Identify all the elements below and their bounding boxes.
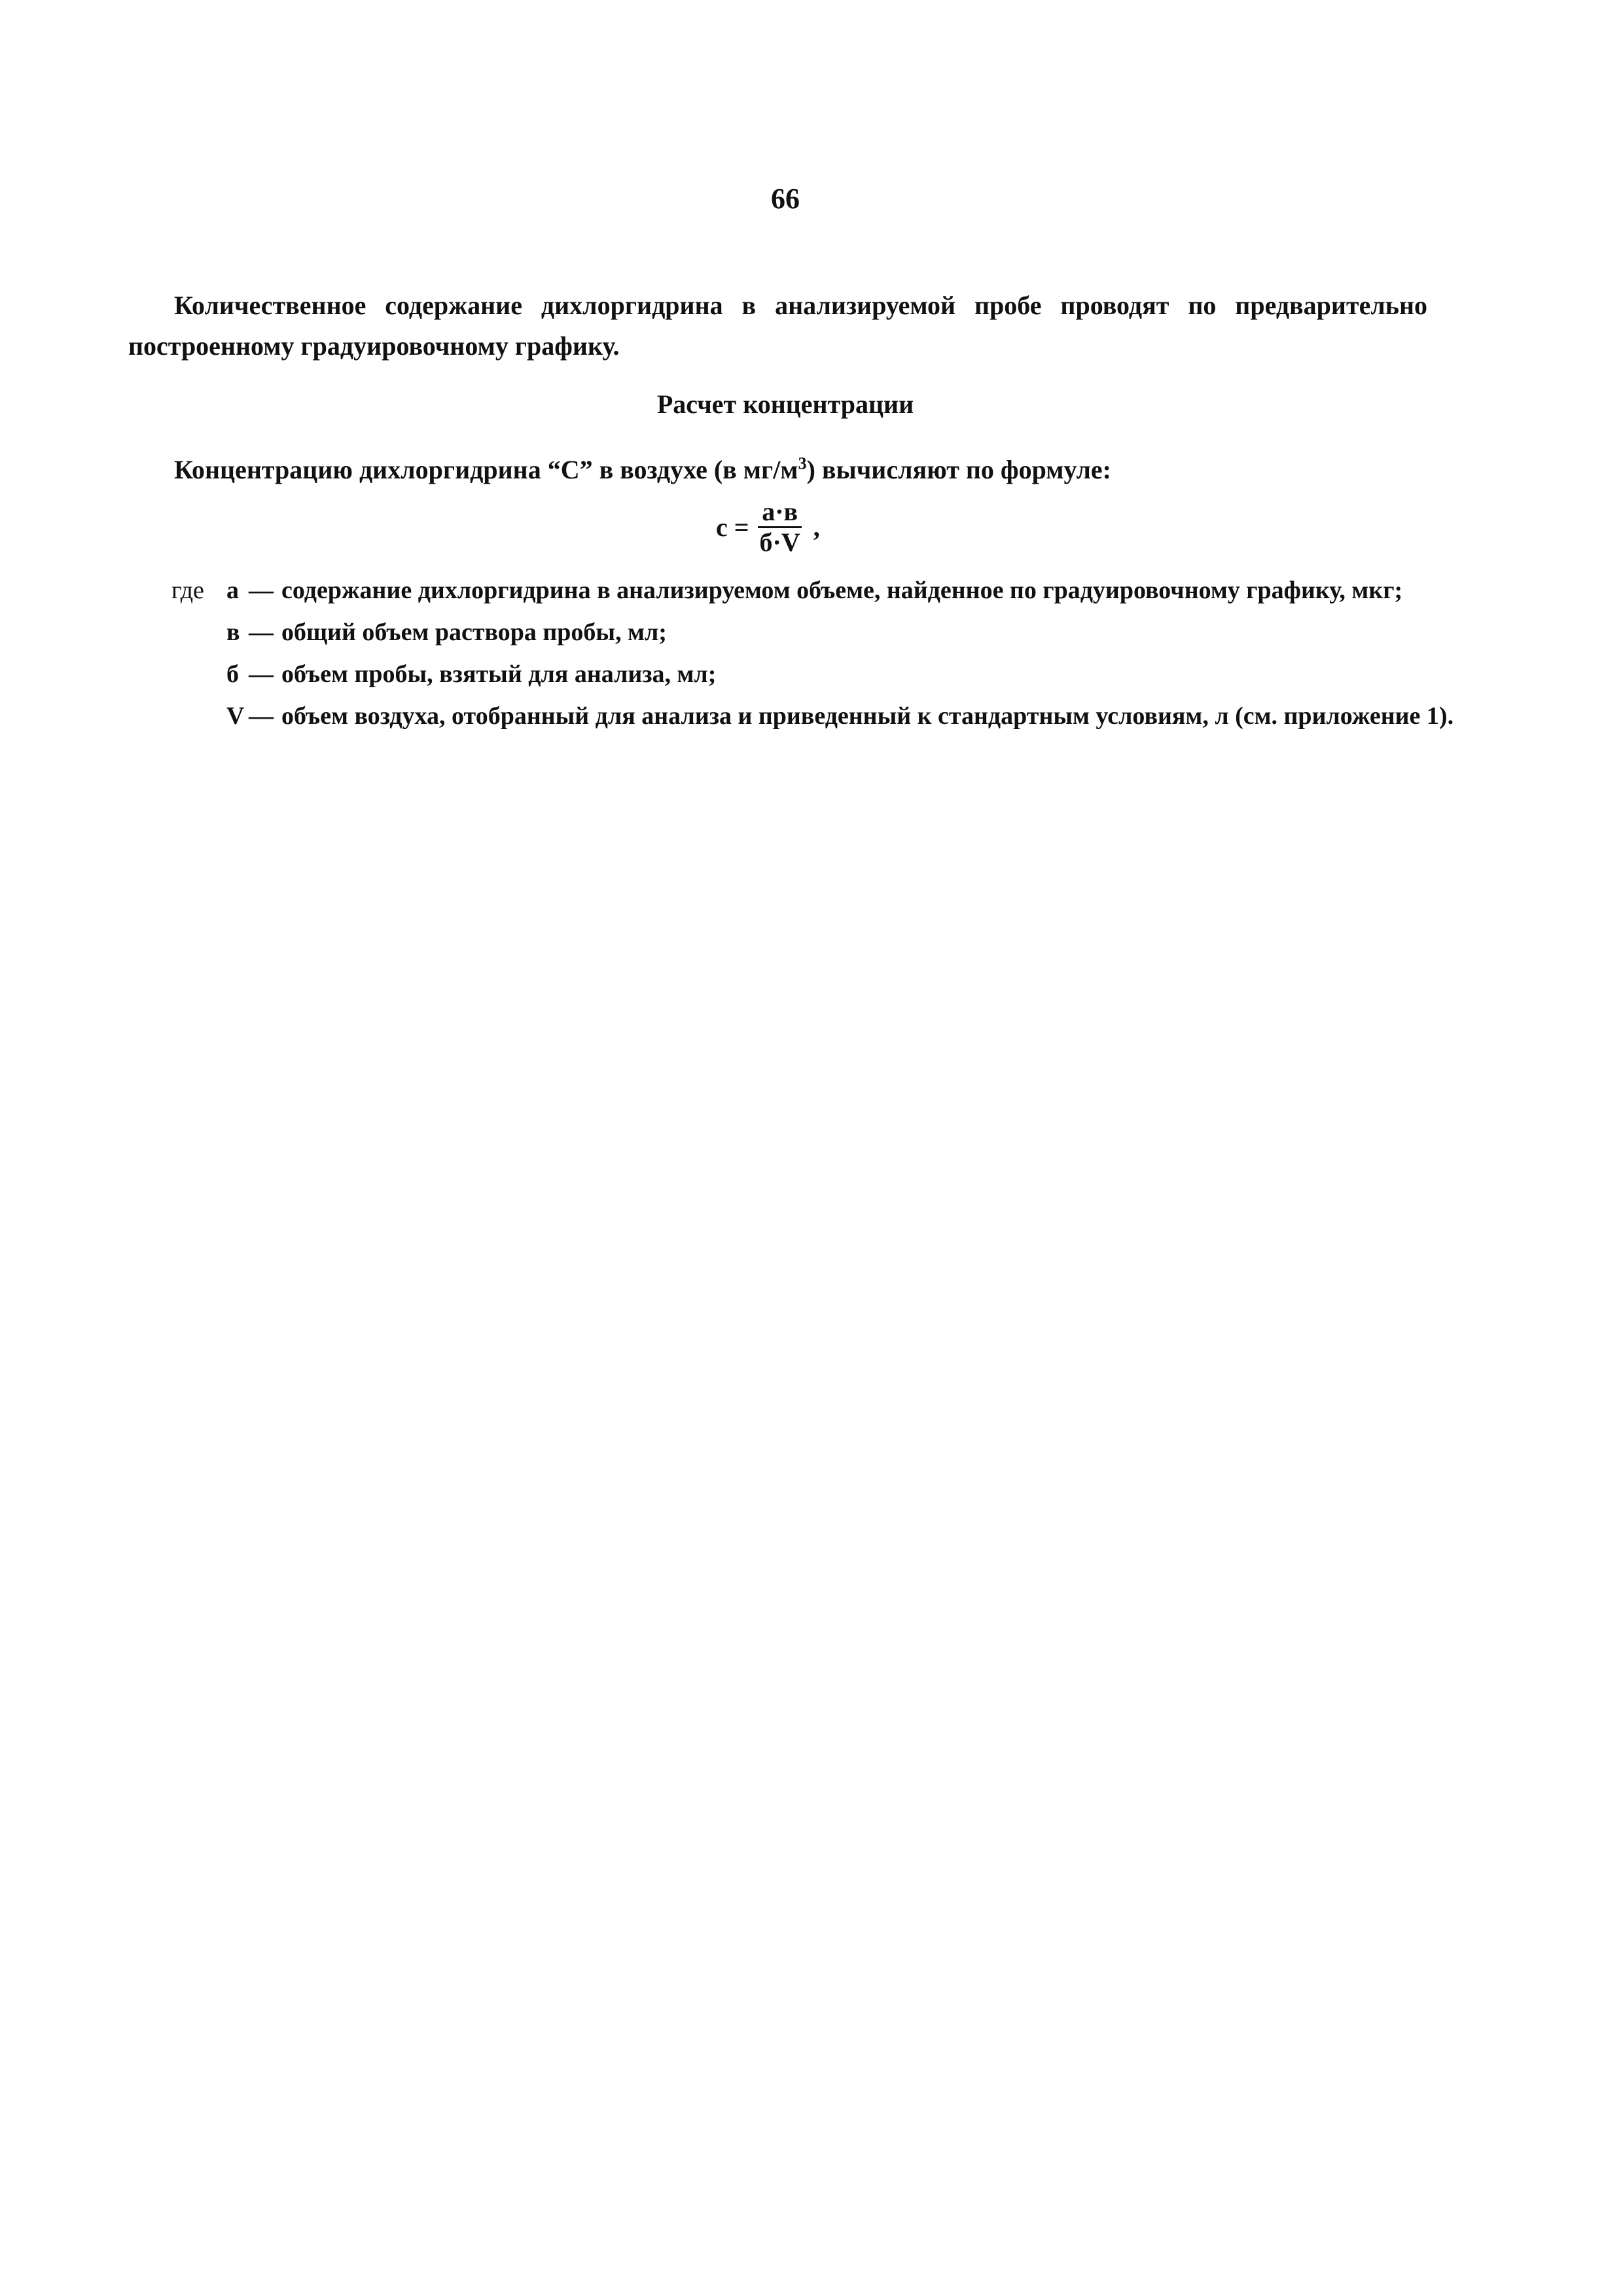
variable-definitions <box>171 569 1454 737</box>
definition-symbol: V <box>226 702 245 730</box>
definition-item <box>171 695 1454 737</box>
definition-dash: — <box>249 619 274 646</box>
definition-text: объем воздуха, отобранный для анализа и приведенный к стандартным условиям, л (см. приложение 1). <box>281 702 1454 730</box>
formula-denominator: б·V <box>759 528 800 557</box>
definition-text: общий объем раствора пробы, мл; <box>281 619 667 646</box>
formula-comma: , <box>813 512 820 542</box>
definition-symbol: б <box>226 660 239 688</box>
body-paragraph: Количественное содержание дихлоргидрина в анализируемой пробе проводят по предварительно построенному градуировочному графику. <box>128 291 1427 361</box>
definition-item <box>171 653 1454 695</box>
formula-intro-tail: ) вычисляют по формуле: <box>806 455 1111 484</box>
formula-intro-text: Концентрацию дихлоргидрина “С” в воздухе (в мг/м <box>174 455 798 484</box>
unit-exponent: 3 <box>798 454 807 473</box>
definition-item <box>171 611 1454 653</box>
definition-symbol: а <box>226 577 239 604</box>
formula-numerator: а·в <box>758 497 802 528</box>
definition-lead <box>171 653 226 695</box>
definition-text: объем пробы, взятый для анализа, мл; <box>281 660 717 688</box>
formula-intro <box>174 454 1111 485</box>
formula-fraction <box>756 497 804 557</box>
definition-dash: — <box>249 577 274 604</box>
definition-lead: где <box>171 577 204 604</box>
concentration-formula <box>716 497 820 557</box>
definition-symbol: в <box>226 619 240 646</box>
definition-text: содержание дихлоргидрина в анализируемом объеме, найденное по градуировочному графику, мкг; <box>281 577 1403 604</box>
definition-dash: — <box>249 660 274 688</box>
definition-dash: — <box>249 702 274 730</box>
section-heading: Расчет концентрации <box>656 389 914 419</box>
definition-item <box>171 569 1454 611</box>
definition-lead <box>171 611 226 653</box>
definition-lead <box>171 695 226 737</box>
formula-lhs: с = <box>716 512 749 542</box>
page-number: 66 <box>771 183 800 215</box>
